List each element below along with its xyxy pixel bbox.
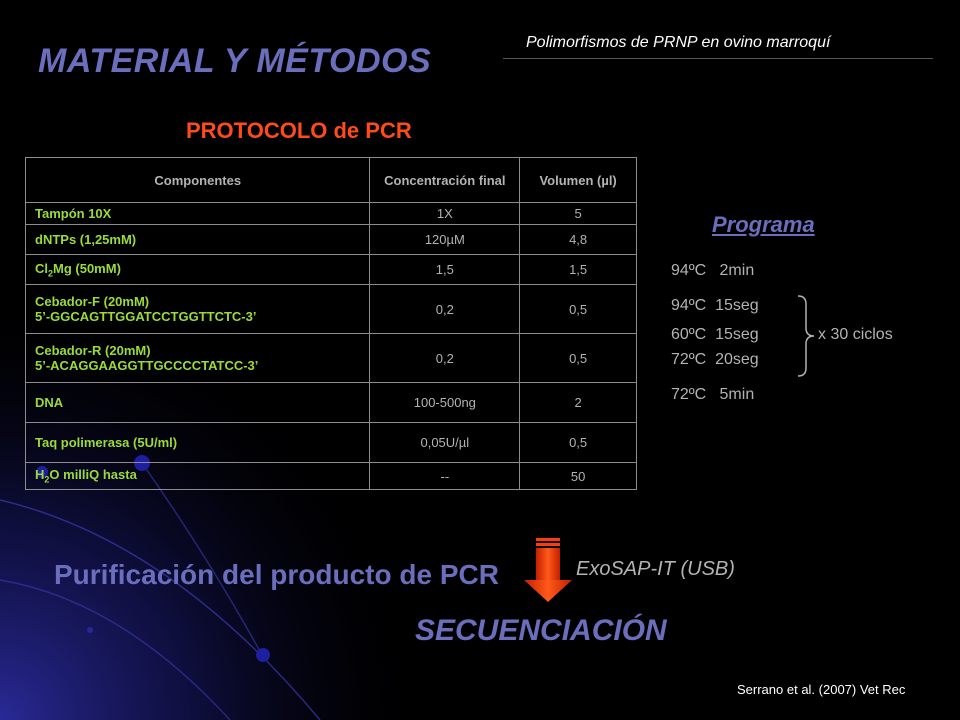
column-header-componentes: Componentes (26, 158, 370, 203)
component-cell (26, 463, 370, 490)
presentation-subtitle: Polimorfismos de PRNP en ovino marroquí (526, 34, 831, 51)
pcr-table (25, 157, 637, 490)
concentration-cell: 0,05U/µl (370, 423, 520, 463)
column-header-volumen: Volumen (µl) (520, 158, 637, 203)
component-cell (26, 285, 370, 334)
table-row (26, 225, 637, 255)
component-text: Cl (35, 260, 48, 276)
program-step: 72ºC 5min (671, 386, 755, 403)
subscript-text: 2 (44, 474, 50, 485)
primer-sequence: 5’-GGCAGTTGGATCCTGGTTCTC-3’ (35, 309, 257, 324)
section-title: PROTOCOLO de PCR (186, 118, 412, 143)
concentration-cell: 1X (370, 203, 520, 225)
primer-sequence: 5’-ACAGGAAGGTTGCCCCTATCC-3’ (35, 358, 259, 373)
table-row (26, 423, 637, 463)
component-text: H (35, 467, 45, 483)
component-text: Mg (50mM) (53, 260, 121, 276)
volume-cell: 2 (520, 383, 637, 423)
volume-cell: 50 (520, 463, 637, 490)
component-cell: dNTPs (1,25mM) (26, 225, 370, 255)
reference-citation: Serrano et al. (2007) Vet Rec (737, 682, 906, 697)
table-row (26, 203, 637, 225)
volume-cell: 4,8 (520, 225, 637, 255)
concentration-cell: 100-500ng (370, 383, 520, 423)
program-step: 94ºC 2min (671, 262, 755, 279)
table-row (26, 463, 637, 490)
volume-cell: 0,5 (520, 334, 637, 383)
volume-cell: 5 (520, 203, 637, 225)
concentration-cell: 120µM (370, 225, 520, 255)
volume-cell: 0,5 (520, 285, 637, 334)
table-header-row (26, 158, 637, 203)
programa-title: Programa (712, 212, 815, 237)
concentration-cell: -- (370, 463, 520, 490)
table-row (26, 285, 637, 334)
cycles-label: x 30 ciclos (818, 326, 893, 343)
component-cell: Tampón 10X (26, 203, 370, 225)
concentration-cell: 0,2 (370, 334, 520, 383)
component-cell: Taq polimerasa (5U/ml) (26, 423, 370, 463)
concentration-cell: 0,2 (370, 285, 520, 334)
concentration-cell: 1,5 (370, 255, 520, 285)
table-row (26, 334, 637, 383)
component-cell (26, 255, 370, 285)
program-step: 94ºC 15seg (671, 297, 759, 314)
slide-title: MATERIAL Y MÉTODOS (38, 42, 432, 80)
volume-cell: 1,5 (520, 255, 637, 285)
component-text: O milliQ hasta (49, 467, 137, 483)
primer-name: Cebador-R (20mM) (35, 343, 151, 358)
subscript-text: 2 (48, 268, 54, 279)
sequencing-heading: SECUENCIACIÓN (415, 614, 667, 647)
curly-brace-icon (796, 294, 818, 378)
program-step: 72ºC 20seg (671, 351, 759, 368)
down-arrow-icon (522, 536, 574, 604)
volume-cell: 0,5 (520, 423, 637, 463)
table-row (26, 255, 637, 285)
primer-name: Cebador-F (20mM) (35, 294, 150, 309)
column-header-concentracion: Concentración final (370, 158, 520, 203)
component-cell (26, 334, 370, 383)
component-cell: DNA (26, 383, 370, 423)
program-step: 60ºC 15seg (671, 326, 759, 343)
purification-heading: Purificación del producto de PCR (54, 559, 499, 590)
table-row (26, 383, 637, 423)
header-divider (503, 58, 933, 59)
exosap-label: ExoSAP-IT (USB) (576, 558, 735, 580)
